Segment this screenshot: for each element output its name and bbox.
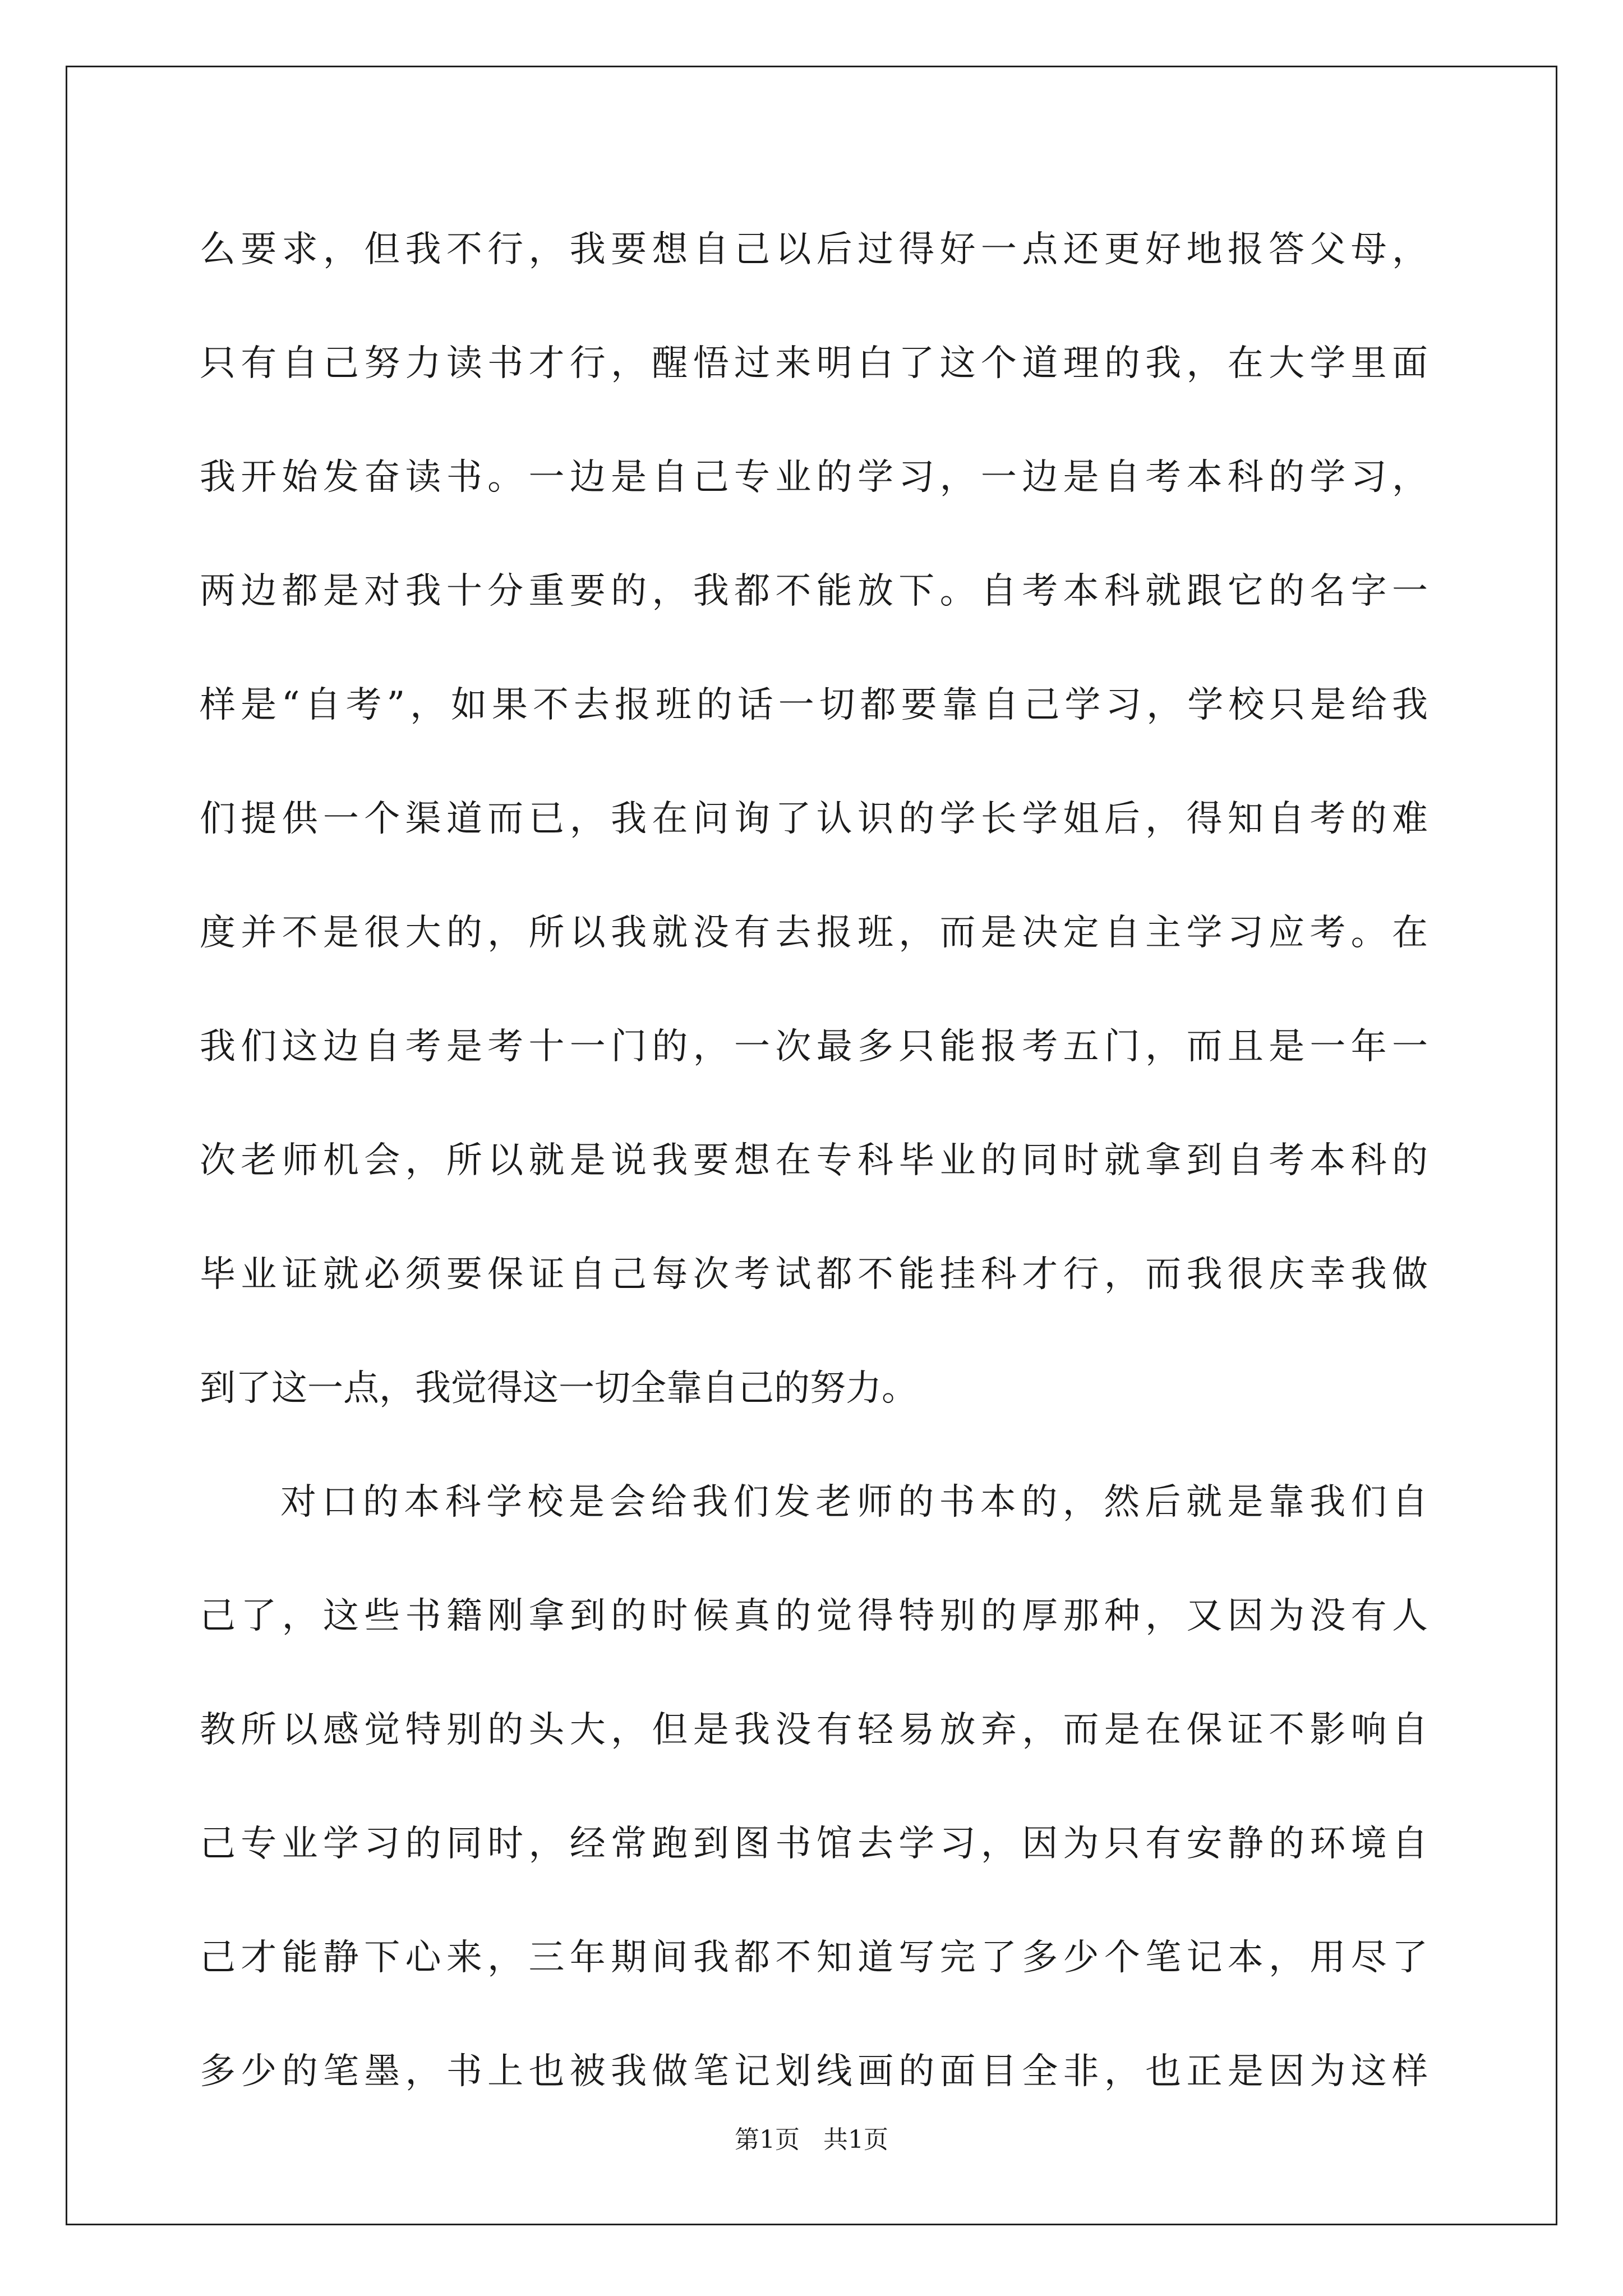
text-line: 度并不是很大的，所以我就没有去报班，而是决定自主学习应考。在: [200, 912, 1428, 954]
text-line: 们提供一个渠道而已，我在问询了认识的学长学姐后，得知自考的难: [200, 798, 1428, 840]
page-number-footer: 第1页 共1页: [735, 2125, 888, 2154]
text-line: 样是“自考”，如果不去报班的话一切都要靠自己学习，学校只是给我: [200, 684, 1428, 726]
text-line: 我们这边自考是考十一门的，一次最多只能报考五门，而且是一年一: [200, 1026, 1428, 1068]
text-line: 教所以感觉特别的头大，但是我没有轻易放弃，而是在保证不影响自: [200, 1709, 1428, 1751]
text-line: 己了，这些书籍刚拿到的时候真的觉得特别的厚那种，又因为没有人: [200, 1595, 1428, 1637]
text-line: 么要求，但我不行，我要想自己以后过得好一点还更好地报答父母，: [200, 229, 1428, 270]
text-line: 多少的笔墨，书上也被我做笔记划线画的面目全非，也正是因为这样: [200, 2051, 1428, 2092]
text-line: 毕业证就必须要保证自己每次考试都不能挂科才行，而我很庆幸我做: [200, 1254, 1428, 1295]
text-line: 我开始发奋读书。一边是自己专业的学习，一边是自考本科的学习，: [200, 457, 1428, 498]
text-line: 己才能静下心来，三年期间我都不知道写完了多少个笔记本，用尽了: [200, 1937, 1428, 1978]
text-line: 两边都是对我十分重要的，我都不能放下。自考本科就跟它的名字一: [200, 570, 1428, 612]
text-line: 到了这一点，我觉得这一切全靠自己的努力。: [200, 1368, 917, 1409]
text-line: 次老师机会，所以就是说我要想在专科毕业的同时就拿到自考本科的: [200, 1140, 1428, 1181]
paragraph-first-line: 对口的本科学校是会给我们发老师的书本的，然后就是靠我们自: [280, 1481, 1428, 1523]
text-line: 己专业学习的同时，经常跑到图书馆去学习，因为只有安静的环境自: [200, 1823, 1428, 1865]
text-line: 只有自己努力读书才行，醒悟过来明白了这个道理的我，在大学里面: [200, 343, 1428, 384]
